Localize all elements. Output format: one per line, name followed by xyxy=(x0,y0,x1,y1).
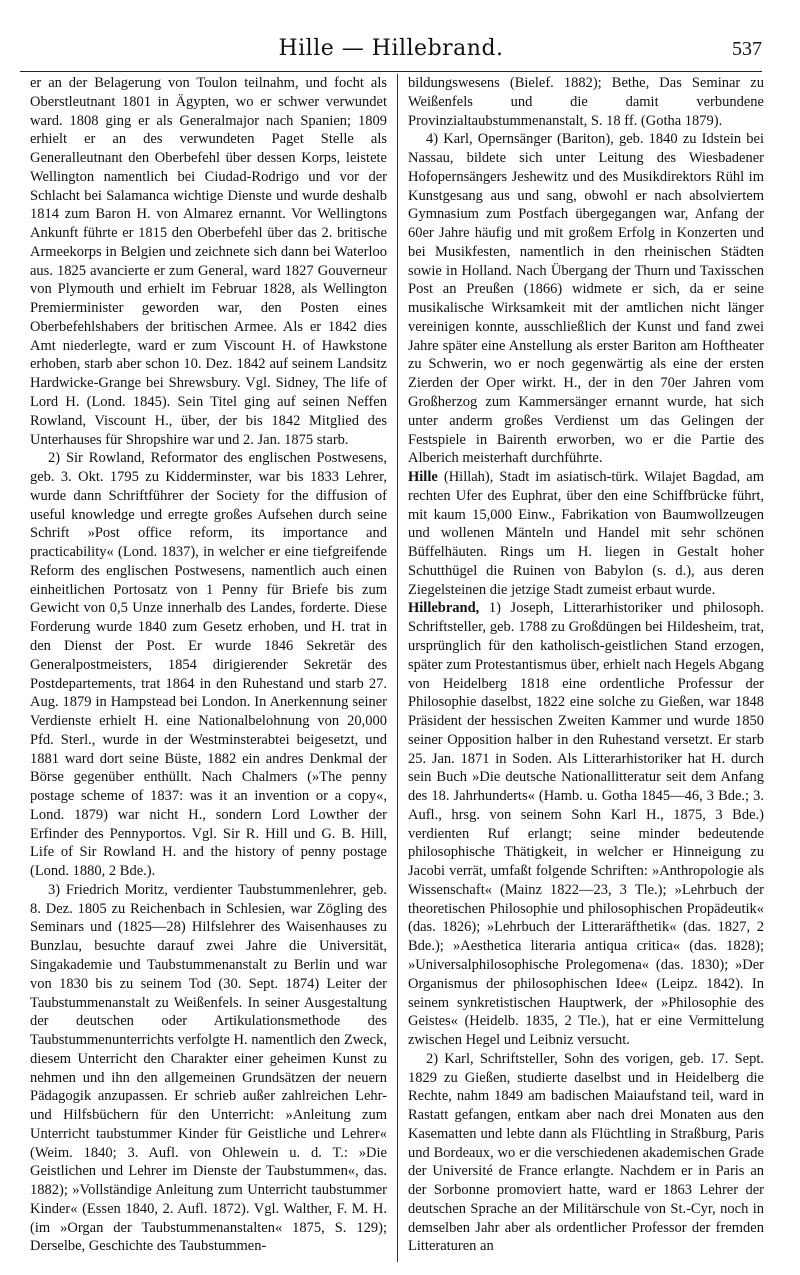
paragraph: bildungswesens (Bielef. 1882); Bethe, Das Seminar zu Weißenfels und die damit verbundene Provinzialtaubstummenanstalt, S. 18 ff. (Gotha 1879). xyxy=(408,75,764,129)
paragraph: 3) Friedrich Moritz, verdienter Taubstummenlehrer, geb. 8. Dez. 1805 zu Reichenbach in Schlesien, war Zögling des Seminars und (1825—28) Hilfslehrer des Waisenhauses zu Bunzlau, besuchte darauf zwei Jahre die Universität, Singakademie und Taubstummenanstalt zu Berlin und war von 1830 bis zu seinem Tod (30. Sept. 1874) Leiter der Taubstummenanstalt zu Weißenfels. In seiner Ausgestaltung der deutschen oder Artikulationsmethode des Taubstummenunterrichts verfolgte H. namentlich den Zweck, diesem Unterricht den Charakter einer geheimen Kunst zu nehmen und ihn den allgemeinen Grundsätzen der neuern Pädagogik anzupassen. Er schrieb außer zahlreichen Lehr- und Hilfsbüchern für den Unterricht: »Anleitung zum Unterricht taubstummer Kinder für Geistliche und Lehrer« (Weim. 1840; 3. Aufl. von Ohlewein u. d. T.: »Die Geistlichen und Lehrer im Dienste der Taubstummen«, das. 1882); »Vollständige Anleitung zum Unterricht taubstummer Kinder« (Essen 1840, 2. Aufl. 1872). Vgl. Walther, F. M. H. (im »Organ der Taubstummenanstalten« 1875, S. 129); Derselbe, Geschichte des Taubstummen- xyxy=(30,881,387,1255)
paragraph: 2) Sir Rowland, Reformator des englischen Postwesens, geb. 3. Okt. 1795 zu Kidderminster, war bis 1833 Lehrer, wurde dann Schriftführer der Society for the diffusion of useful knowledge und erregte großes Aufsehen durch seine Schrift »Post office reform, its importance and practicability« (Lond. 1837), in welcher er eine tiefgreifende Reform des englischen Postwesens, namentlich auch einen einheitlichen Portosatz von 1 Penny für Briefe bis zum Gewicht von 0,5 Unze innerhalb des Landes, forderte. Diese Forderung wurde 1840 zum Gesetz erhoben, und H. trat in den Dienst der Post. Er wurde 1846 Sekretär des Generalpostmeisters, 1854 dirigierender Sekretär des Postdepartements, trat 1864 in den Ruhestand und starb 27. Aug. 1879 in Hampstead bei London. In Anerkennung seiner Verdienste erhielt H. eine Nationalbelohnung von 20,000 Pfd. Sterl., wurde in der Westminsterabtei beigesetzt, und 1881 ward dort seine Büste, 1882 ein andres Denkmal der Börse gegenüber enthüllt. Nach Chalmers (»The penny postage scheme of 1837: was it an invention or a copy«, Lond. 1879) war nicht H., sondern Lord Lowther der Erfinder des Pennyportos. Vgl. Sir R. Hill und G. B. Hill, Life of Sir Rowland H. and the history of penny postage (Lond. 1880, 2 Bde.). xyxy=(30,450,387,880)
entry-headword: Hillebrand, xyxy=(408,600,480,617)
dictionary-entry xyxy=(408,599,764,1049)
entry-headword: Hille xyxy=(408,469,438,486)
right-column xyxy=(408,74,764,1262)
entry-text: (Hillah), Stadt im asiatisch-türk. Wilajet Bagdad, am rechten Ufer des Euphrat, über den eine Schiffbrücke führt, mit kaum 15,000 Einw., Fabrikation von Baumwollzeugen und wollenen Mänteln und Handel mit sehr schönen Büffelhäuten. Rings um H. liegen in Gestalt hoher Schutthügel die Ruinen von Babylon (s. d.), aus deren Ziegelsteinen die jetzige Stadt zumeist erbaut wurde. xyxy=(408,469,764,598)
column-divider xyxy=(397,74,398,1262)
entry-text: 1) Joseph, Litterarhistoriker und philosoph. Schriftsteller, geb. 1788 zu Großdüngen bei Hildesheim, trat, ursprünglich für den katholisch-geistlichen Stand erzogen, später zum Protestantismus über, erhielt nach Hegels Abgang von Heidelberg 1818 eine ordentliche Professur der Philosophie daselbst, 1822 eine solche zu Gießen, war 1848 Präsident der hessischen Zweiten Kammer und wurde 1850 seiner Opposition halber in den Ruhestand versetzt. Er starb 25. Jan. 1871 in Soden. Als Litterarhistoriker hat H. durch sein Buch »Die deutsche Nationallitteratur seit dem Anfang des 18. Jahrhunderts« (Hamb. u. Gotha 1845—46, 3 Bde.; 3. Aufl., hrsg. von seinem Sohn Karl H., 1875, 3 Bde.) verdienten Ruf erlangt; seine minder bedeutende philosophische Thätigkeit, in welcher er Hinneigung zu Jacobi verrät, umfaßt folgende Schriften: »Anthropologie als Wissenschaft« (Mainz 1822—23, 3 Tle.); »Lehrbuch der theoretischen Philosophie und philosophischen Propädeutik« (das. 1826); »Lehrbuch der Litteraräfthetik« (das. 1827, 2 Bde.); »Aesthetica literaria antiqua critica« (das. 1828); »Universalphilosophische Prolegomena« (das. 1830); »Der Organismus der philosophischen Idee« (Leipz. 1842). In seinem synkretistischen Hauptwerk, der »Philosophie des Geistes« (Heidelb. 1835, 2 Tle.), hat er eine Vermittelung zwischen Hegel und Leibniz versucht. xyxy=(408,600,764,1049)
paragraph: 2) Karl, Schriftsteller, Sohn des vorigen, geb. 17. Sept. 1829 zu Gießen, studierte daselbst und in Heidelberg die Rechte, nahm 1849 am badischen Maiaufstand teil, ward in Rastatt gefangen, entkam aber nach drei Monaten aus den Kasematten und lebte dann als Flüchtling in Straßburg, Paris und Bordeaux, wo er die verschiedenen akademischen Grade der Université de France erlangte. Nachdem er in Paris an der Sorbonne promoviert hatte, ward er 1863 Lehrer der deutschen Sprache an der Militärschule von St.-Cyr, noch in demselben Jahr aber als ordentlicher Professor der fremden Litteraturen an xyxy=(408,1050,764,1255)
paragraph: 4) Karl, Opernsänger (Bariton), geb. 1840 zu Idstein bei Nassau, bildete sich unter Leitung des Wiesbadener Hofopernsängers Jeshewitz und des Musikdirektors Rühl im Kunstgesang aus und sang, obwohl er nach absolviertem Gymnasium zum Postfach übergegangen war, Anfang der 60er Jahre häufig und mit großem Erfolg in Konzerten und bei Musikfesten, namentlich in den rheinischen Städten sowie in Holland. Nach Übergang der Thurn und Taxisschen Post an Preußen (1866) widmete er sich, da er seine musikalische Wirksamkeit mit der amtlichen nicht länger vereinigen konnte, ausschließlich der Kunst und fand zwei Jahre später eine Anstellung als erster Bariton am Hoftheater zu Schwerin, wo er noch gegenwärtig als eine der ersten Zierden der Oper wirkt. H., der in den 70er Jahren vom Großherzog zum Kammersänger ernannt wurde, hat sich unter anderm großes Verdienst um das Gelingen der Festspiele in Bairenth erworben, wo er die Partie des Alberich meisterhaft durchführte. xyxy=(408,131,764,467)
dictionary-entry xyxy=(408,468,764,599)
page-number: 537 xyxy=(732,38,762,60)
paragraph: er an der Belagerung von Toulon teilnahm, und focht als Oberstleutnant 1801 in Ägypten, wo er schwer verwundet ward. 1808 ging er als Generalmajor nach Spanien; 1809 erhielt er an des verwundeten Paget Stelle als Generalleutnant den Oberbefehl über dessen Korps, leistete Wellington namentlich bei Ciudad-Rodrigo und vor der Schlacht bei Salamanca wichtige Dienste und wurde deshalb 1814 zum Baron H. von Almarez ernannt. Vor Wellingtons Ankunft führte er 1815 den Oberbefehl über das 2. britische Armeekorps in Belgien und zeichnete sich dann bei Waterloo aus. 1825 avancierte er zum General, ward 1827 Gouverneur von Plymouth und erhielt im Februar 1828, als Wellington Premierminister geworden war, den Posten eines Oberbefehlshabers der britischen Armee. Als er 1842 dies Amt niederlegte, ward er zum Viscount H. of Hawkstone erhoben, starb aber schon 10. Dez. 1842 auf seinem Landsitz Hardwicke-Grange bei Shrewsbury. Vgl. Sidney, The life of Lord H. (Lond. 1845). Sein Titel ging auf seinen Neffen Rowland, Viscount H., über, der bis 1842 Mitglied des Unterhauses für Shropshire war und 2. Jan. 1875 starb. xyxy=(30,75,387,448)
header-rule xyxy=(20,71,762,72)
running-header xyxy=(20,36,762,72)
page-title: Hille — Hillebrand. xyxy=(278,36,504,61)
left-column xyxy=(30,74,387,1262)
